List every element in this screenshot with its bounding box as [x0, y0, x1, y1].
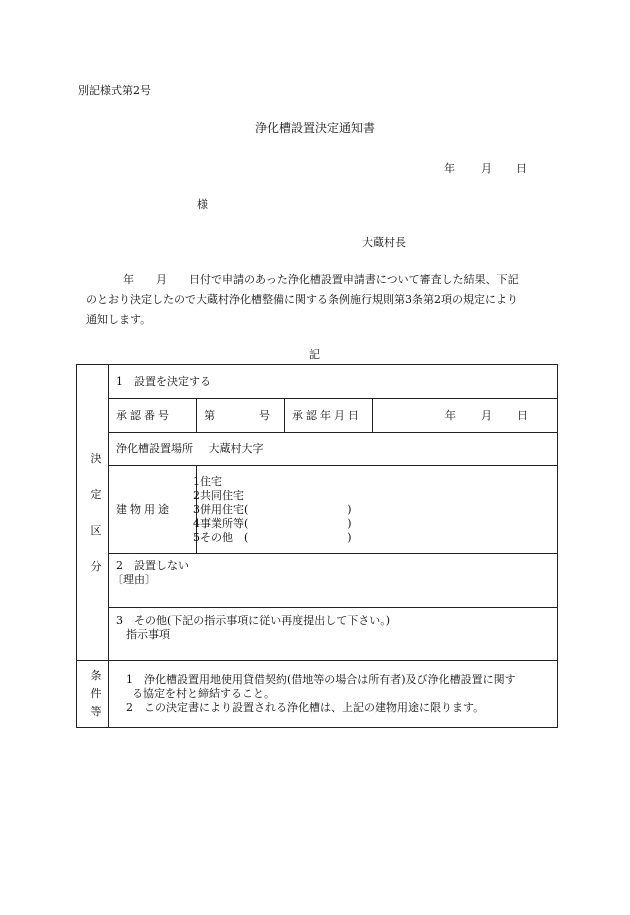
approval-no-label: 承認番号 [109, 399, 197, 433]
reason-label: 〔理由〕 [112, 573, 156, 586]
conditions-text [109, 661, 558, 728]
approval-date-value: 年 月 日 [373, 399, 558, 433]
building-use-item: 4事業所等( ) [193, 516, 352, 530]
building-use-item: 1住宅 [193, 474, 222, 488]
ki-heading: 記 [309, 348, 320, 361]
conditions-cell [77, 661, 109, 728]
option-other: 3 その他(下記の指示事項に従い再度提出して下さい。) 指示事項 [109, 608, 558, 661]
decision-category-cell [77, 365, 109, 661]
condition-line: 1 浄化槽設置用地使用貸借契約(借地等の場合は所有者)及び浄化槽設置に関す [126, 673, 516, 686]
side-char: 等 [90, 705, 102, 718]
notice-line: のとおり決定したので大蔵村浄化槽整備に関する条例施行規則第3条第2項の規定により [86, 293, 518, 306]
site-label: 浄化槽設置場所 [116, 442, 193, 455]
option-approve: 1 設置を決定する [109, 365, 558, 399]
condition-line: る協定を村と締結すること。 [132, 687, 275, 700]
approval-no-value: 第 号 [197, 399, 285, 433]
building-use-label: 建物用途 [109, 466, 197, 554]
building-use-item: 3併用住宅( ) [193, 502, 352, 516]
building-use-item: 5その他 ( ) [193, 530, 352, 544]
notice-line: 年 月 日付で申請のあった浄化槽設置申請書について審査した結果、下記 [123, 273, 519, 286]
building-use-list [193, 466, 558, 554]
condition-line: 2 この決定書により設置される浄化槽は、上記の建物用途に限ります。 [126, 701, 485, 714]
issue-date-day: 日 [516, 162, 527, 175]
option-deny: 2 設置しない 〔理由〕 [109, 554, 558, 608]
issuer: 大蔵村長 [362, 236, 406, 249]
site-value: 大蔵村大字 [208, 442, 264, 455]
site-row [109, 433, 558, 466]
document-title: 浄化槽設置決定通知書 [255, 121, 376, 135]
form-number: 別記様式第2号 [78, 84, 151, 97]
notice-body [86, 270, 558, 330]
side-char: 決 [90, 451, 102, 465]
instructions-label: 指示事項 [126, 628, 170, 641]
side-char: 件 [90, 687, 102, 700]
issue-date-month: 月 [481, 162, 492, 175]
approval-date-label: 承認年月日 [285, 399, 373, 433]
issue-date-year: 年 [444, 162, 455, 175]
side-char: 条 [90, 669, 102, 682]
building-use-item: 2共同住宅 [193, 488, 244, 502]
decision-table [76, 364, 558, 728]
notice-line: 通知します。 [86, 313, 152, 326]
issue-date [0, 160, 630, 176]
side-char: 区 [90, 523, 102, 537]
side-char: 定 [90, 487, 102, 501]
addressee-suffix: 様 [197, 198, 208, 211]
side-char: 分 [90, 559, 102, 573]
